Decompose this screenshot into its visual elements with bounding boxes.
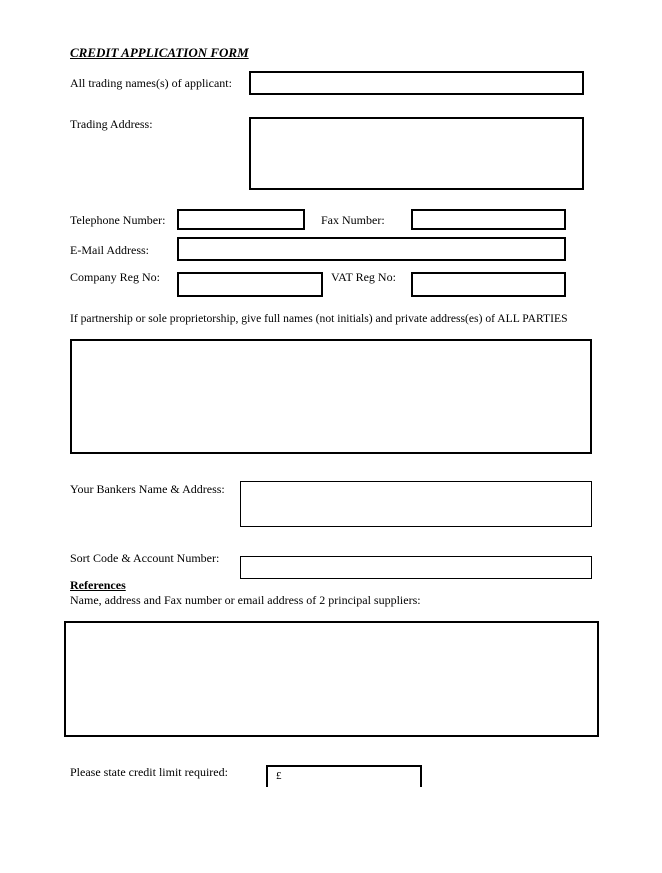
email-field[interactable] [177,237,566,261]
email-label: E-Mail Address: [70,243,149,257]
company-reg-field[interactable] [177,272,323,297]
references-heading: References [70,578,126,592]
trading-names-label: All trading names(s) of applicant: [70,76,232,90]
trading-address-field[interactable] [249,117,584,190]
telephone-field[interactable] [177,209,305,230]
partnership-label: If partnership or sole proprietorship, give full names (not initials) and private address(es) of ALL PARTIES [70,312,568,325]
vat-reg-field[interactable] [411,272,566,297]
bankers-field[interactable] [240,481,592,527]
partnership-details-field[interactable] [70,339,592,454]
pound-sign: £ [276,770,282,782]
sort-code-field[interactable] [240,556,592,579]
trading-address-label: Trading Address: [70,117,153,131]
references-label: Name, address and Fax number or email address of 2 principal suppliers: [70,593,421,607]
credit-limit-field[interactable] [266,765,422,787]
credit-limit-label: Please state credit limit required: [70,765,228,779]
fax-field[interactable] [411,209,566,230]
bankers-label: Your Bankers Name & Address: [70,482,225,496]
form-title: CREDIT APPLICATION FORM [70,45,249,60]
references-field[interactable] [64,621,599,737]
trading-names-field[interactable] [249,71,584,95]
sort-code-label: Sort Code & Account Number: [70,551,220,565]
company-reg-label: Company Reg No: [70,270,160,284]
fax-label: Fax Number: [321,213,385,227]
vat-reg-label: VAT Reg No: [331,270,396,284]
telephone-label: Telephone Number: [70,213,166,227]
